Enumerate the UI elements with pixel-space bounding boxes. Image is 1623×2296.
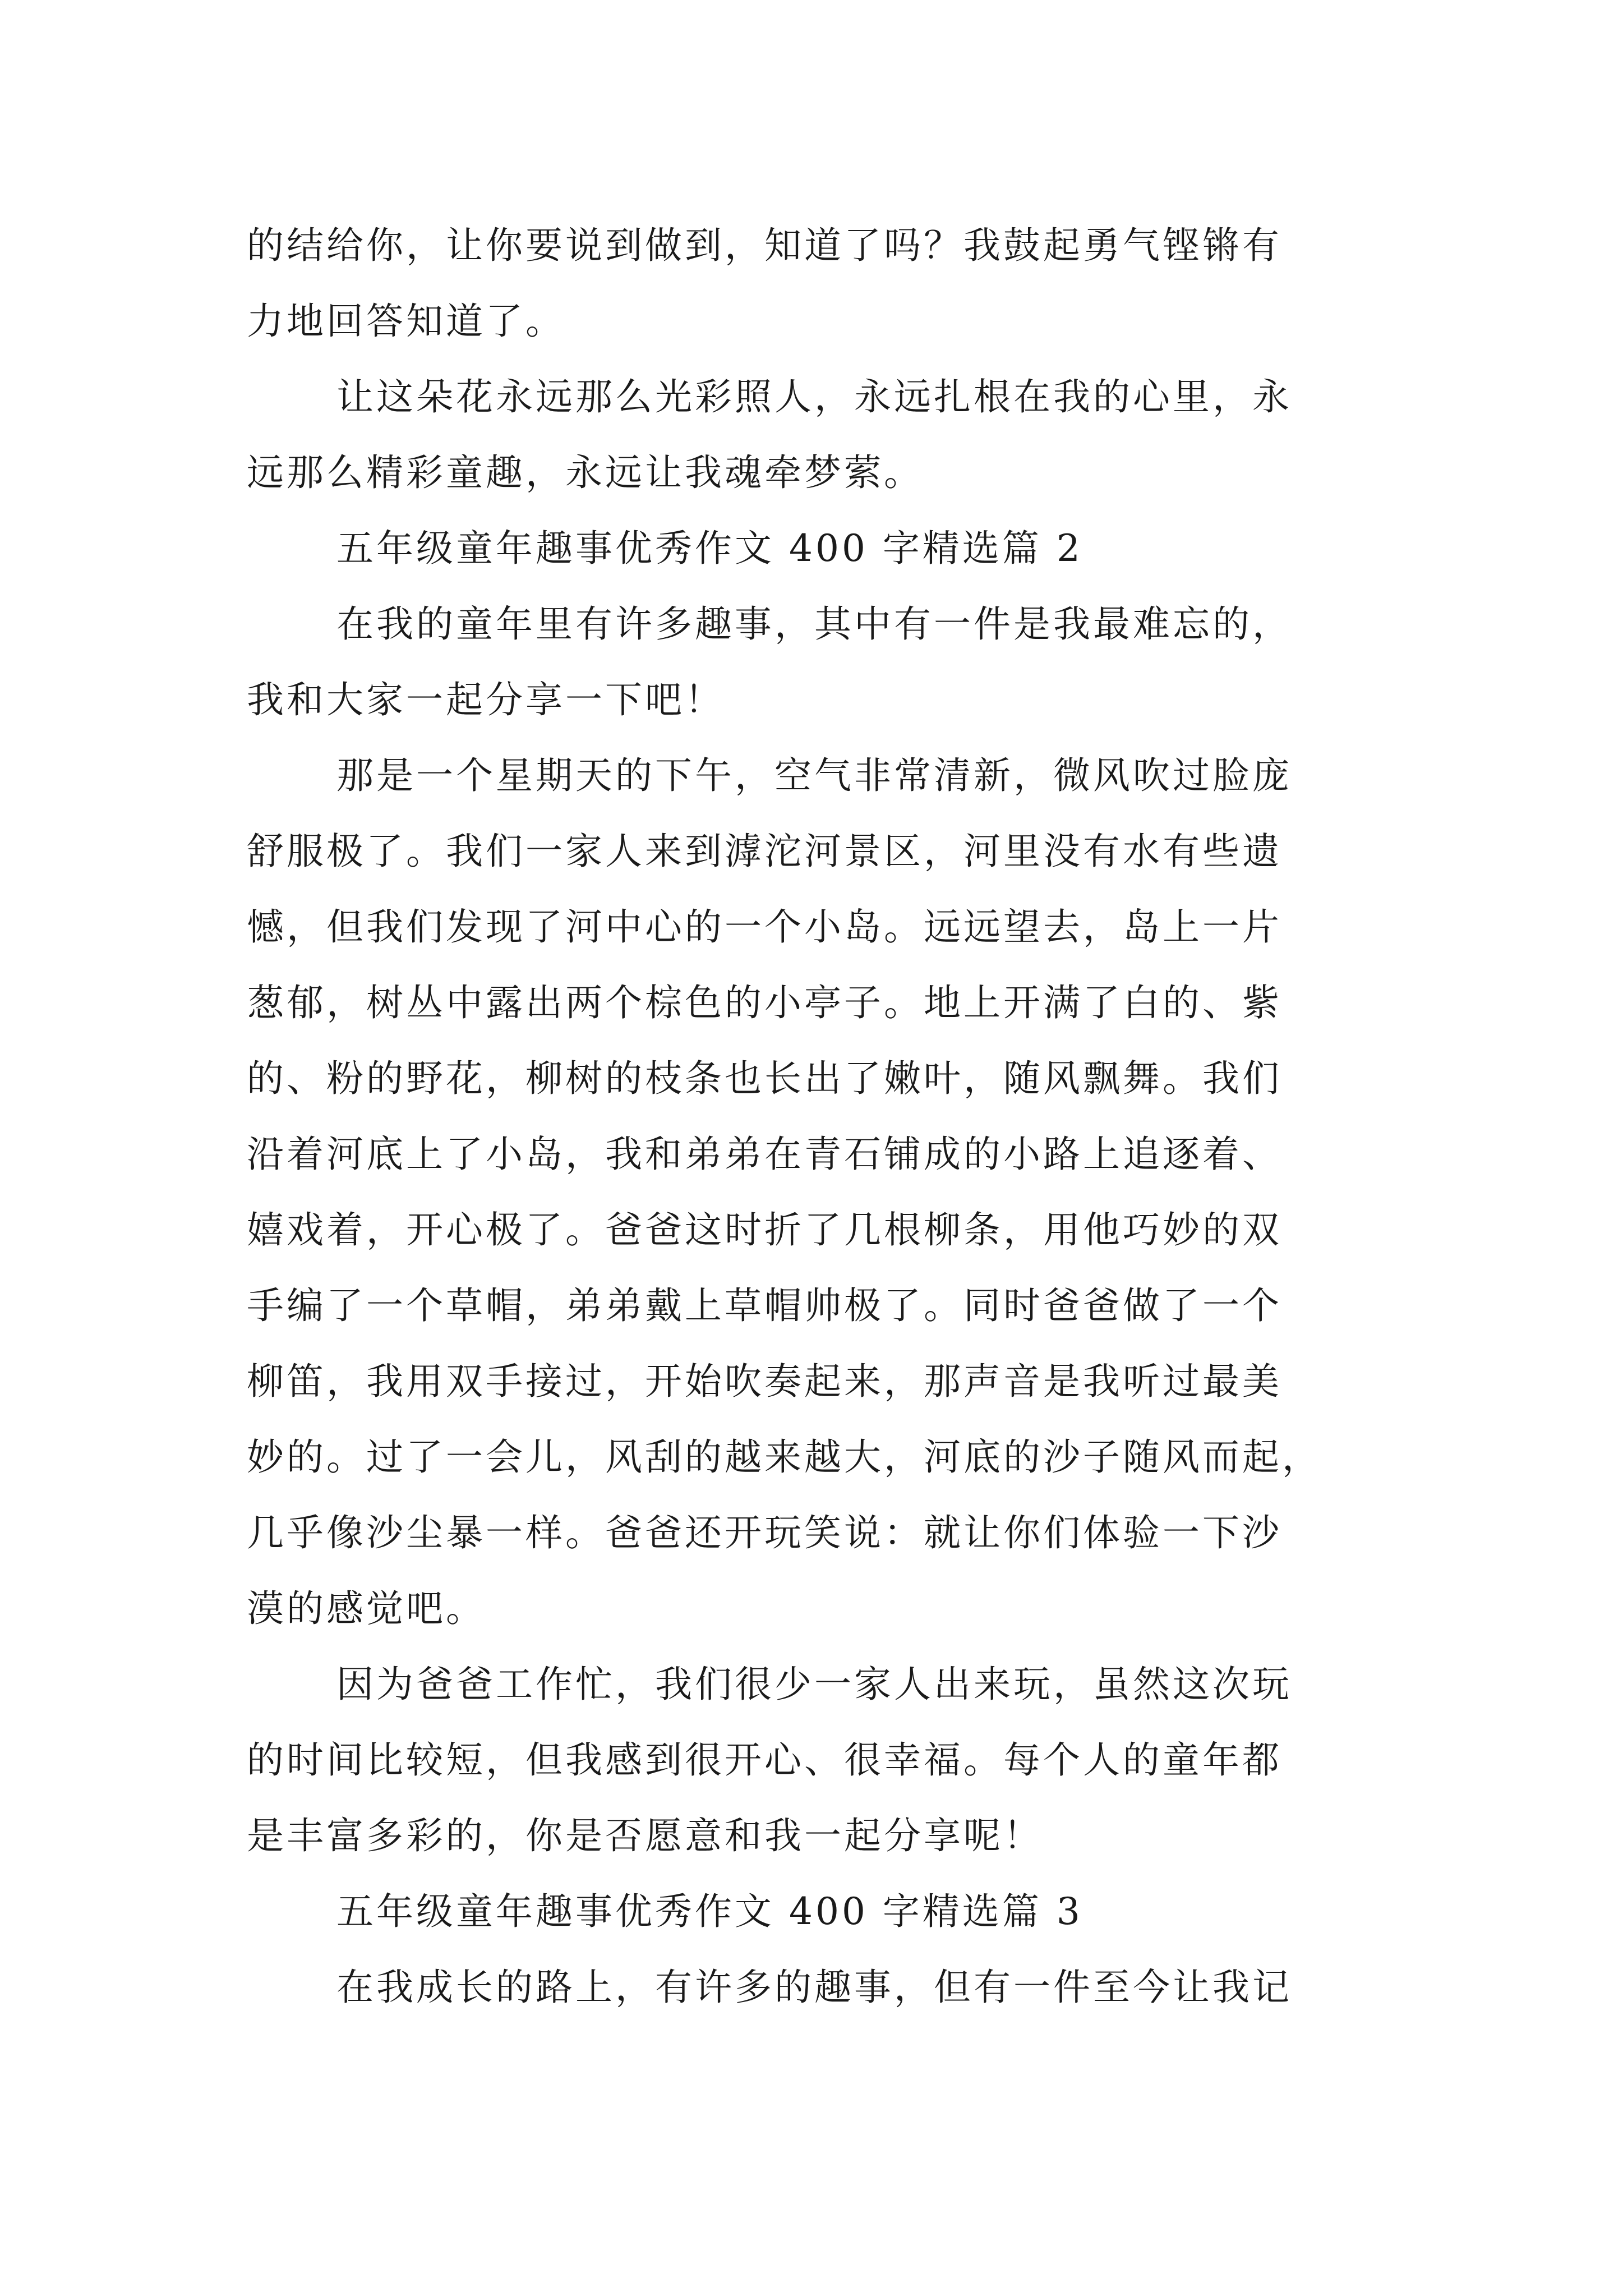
text-line: 的时间比较短，但我感到很开心、很幸福。每个人的童年都 bbox=[247, 1738, 1282, 1782]
paragraph-start-line: 那是一个星期天的下午，空气非常清新，微风吹过脸庞 bbox=[336, 754, 1292, 797]
text-line: 手编了一个草帽，弟弟戴上草帽帅极了。同时爸爸做了一个 bbox=[247, 1284, 1282, 1327]
paragraph-start-line: 让这朵花永远那么光彩照人，永远扎根在我的心里，永 bbox=[336, 375, 1292, 418]
section-heading: 五年级童年趣事优秀作文 400 字精选篇 2 bbox=[336, 527, 1083, 570]
text-line: 漠的感觉吧。 bbox=[247, 1587, 486, 1630]
text-line: 是丰富多彩的，你是否愿意和我一起分享呢！ bbox=[247, 1814, 1043, 1857]
paragraph-start-line: 在我的童年里有许多趣事，其中有一件是我最难忘的， bbox=[336, 602, 1292, 646]
paragraph-start-line: 因为爸爸工作忙，我们很少一家人出来玩，虽然这次玩 bbox=[336, 1663, 1292, 1706]
text-line: 柳笛，我用双手接过，开始吹奏起来，那声音是我听过最美 bbox=[247, 1360, 1282, 1403]
text-line: 妙的。过了一会儿，风刮的越来越大，河底的沙子随风而起， bbox=[247, 1435, 1322, 1479]
text-line: 葱郁，树丛中露出两个棕色的小亭子。地上开满了白的、紫 bbox=[247, 981, 1282, 1024]
paragraph-start-line: 在我成长的路上，有许多的趣事，但有一件至今让我记 bbox=[336, 1966, 1292, 2009]
text-line: 几乎像沙尘暴一样。爸爸还开玩笑说：就让你们体验一下沙 bbox=[247, 1511, 1282, 1554]
text-line: 舒服极了。我们一家人来到滹沱河景区，河里没有水有些遗 bbox=[247, 830, 1282, 873]
text-line: 沿着河底上了小岛，我和弟弟在青石铺成的小路上追逐着、 bbox=[247, 1133, 1282, 1176]
section-heading: 五年级童年趣事优秀作文 400 字精选篇 3 bbox=[336, 1890, 1083, 1933]
text-line: 的、粉的野花，柳树的枝条也长出了嫩叶，随风飘舞。我们 bbox=[247, 1057, 1282, 1100]
text-line: 嬉戏着，开心极了。爸爸这时折了几根柳条，用他巧妙的双 bbox=[247, 1208, 1282, 1251]
text-line: 憾，但我们发现了河中心的一个小岛。远远望去，岛上一片 bbox=[247, 905, 1282, 949]
text-line: 力地回答知道了。 bbox=[247, 300, 565, 343]
text-line: 远那么精彩童趣，永远让我魂牵梦萦。 bbox=[247, 451, 924, 494]
text-line: 的结给你，让你要说到做到，知道了吗？我鼓起勇气铿锵有 bbox=[247, 224, 1282, 267]
text-line: 我和大家一起分享一下吧！ bbox=[247, 678, 725, 721]
